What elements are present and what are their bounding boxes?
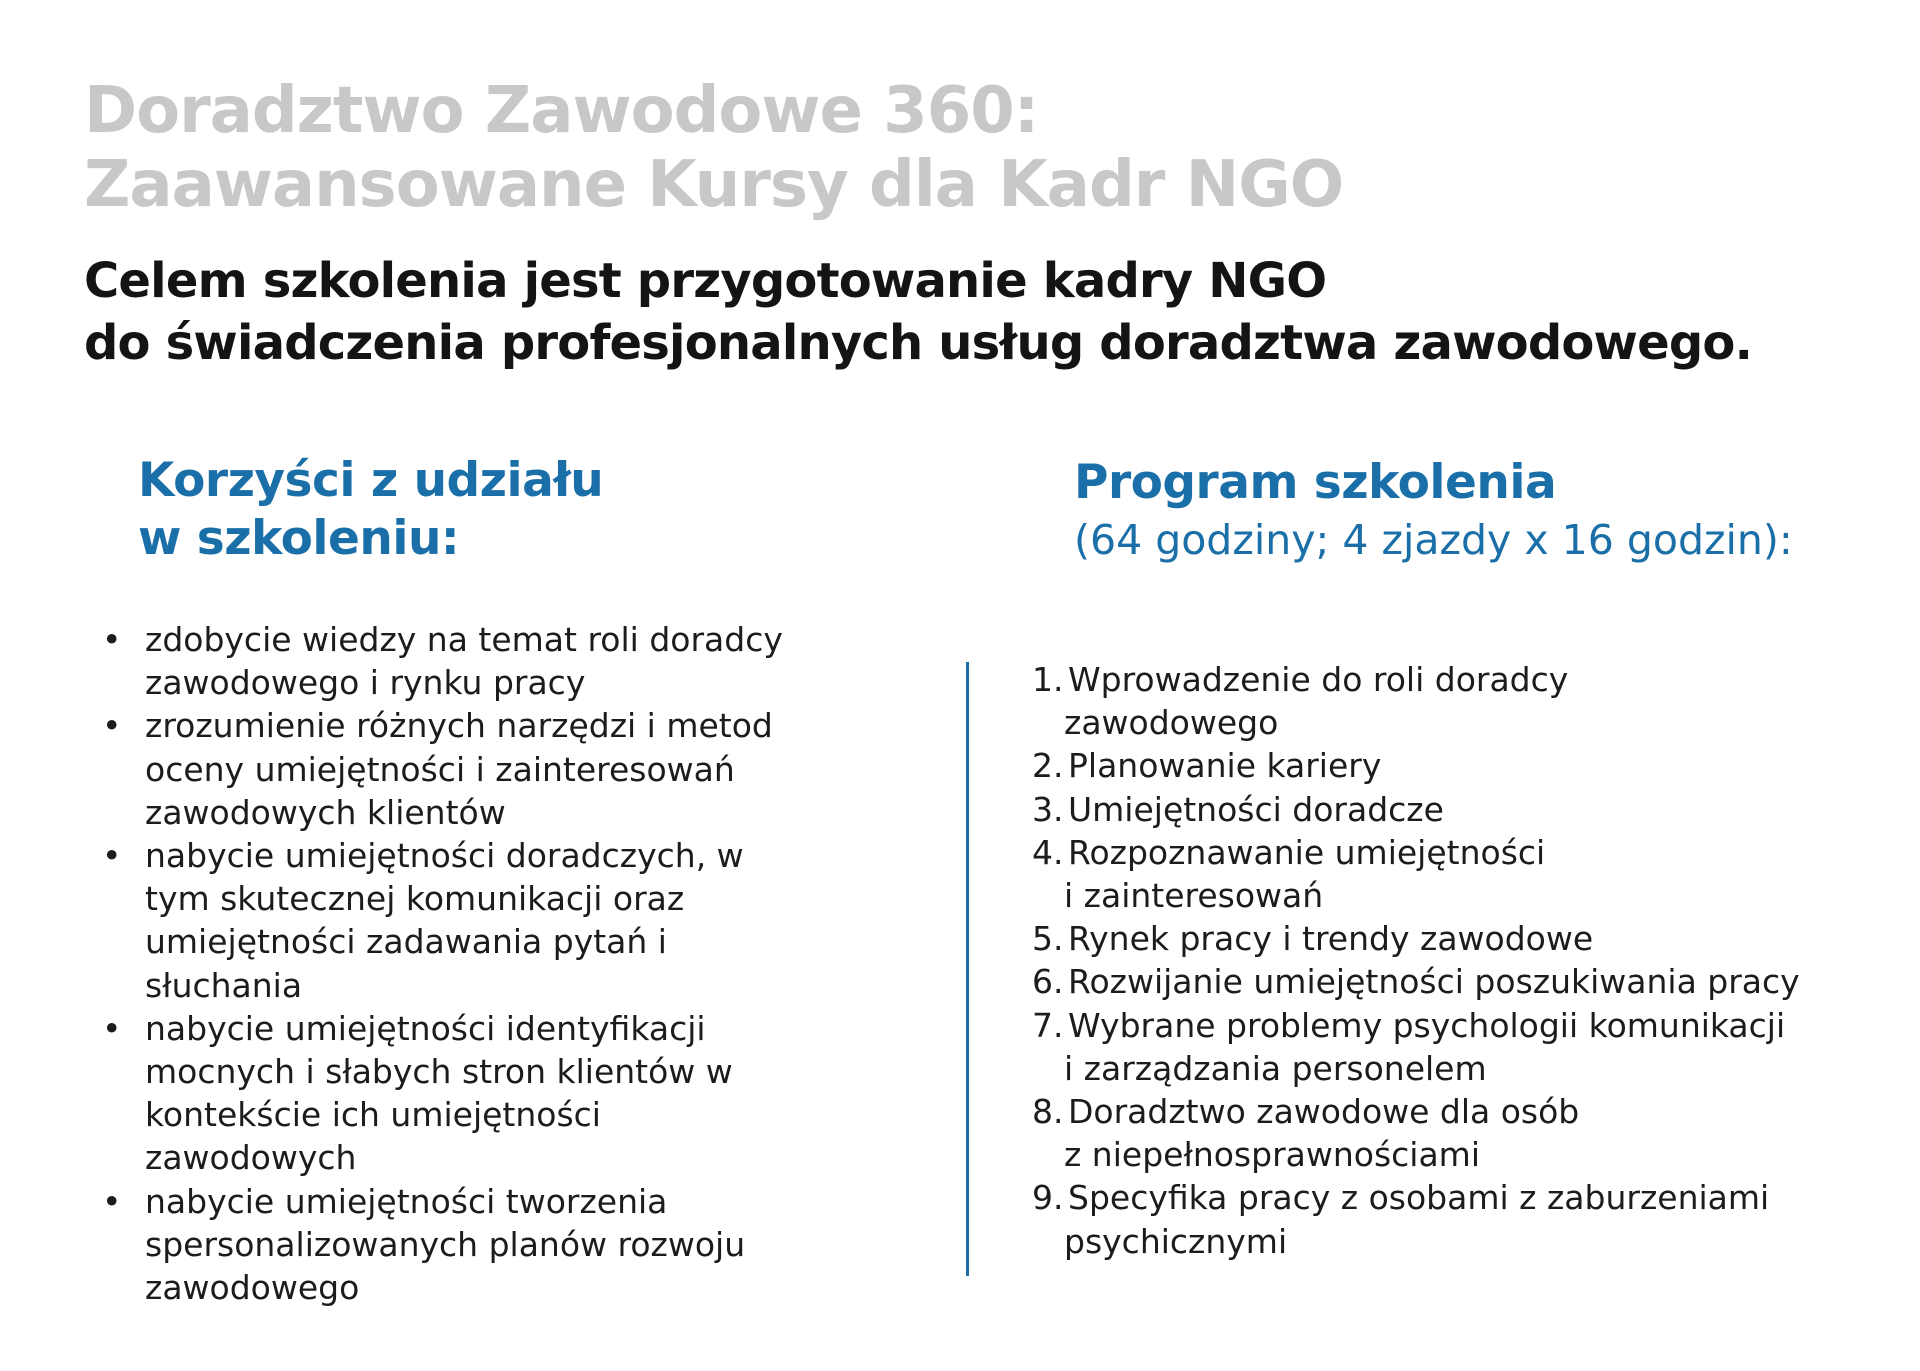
benefit-item-text: słuchania xyxy=(145,965,303,1005)
benefit-item-text: oceny umiejętności i zainteresowań xyxy=(145,749,735,789)
program-item-number: 9. xyxy=(1032,1178,1064,1218)
training-goal xyxy=(84,250,1752,374)
program-item-text: z niepełnosprawnościami xyxy=(1064,1135,1480,1175)
benefit-item-text: nabycie umiejętności identyfikacji xyxy=(145,1008,706,1048)
benefit-item-text: nabycie umiejętności doradczych, w xyxy=(145,836,744,876)
program-list xyxy=(0,658,1800,1263)
program-item-number: 7. xyxy=(1032,1005,1064,1045)
program-item-text: i zainteresowań xyxy=(1064,876,1324,916)
benefit-item-text: zrozumienie różnych narzędzi i metod xyxy=(145,706,773,746)
page-title-line-2: Zaawansowane Kursy dla Kadr NGO xyxy=(84,148,1344,222)
program-item-text: Planowanie kariery xyxy=(1068,746,1382,786)
program-item xyxy=(0,1004,1800,1090)
benefit-item-text: nabycie umiejętności tworzenia xyxy=(145,1181,668,1221)
program-subheading: (64 godziny; 4 zjazdy x 16 godzin): xyxy=(1074,516,1793,564)
program-item-text: Wprowadzenie do roli doradcy xyxy=(1068,660,1569,699)
benefit-item-text: mocnych i słabych stron klientów w xyxy=(145,1052,733,1092)
training-goal-line-1: Celem szkolenia jest przygotowanie kadry NGO xyxy=(84,253,1327,309)
benefit-item-text: zawodowych xyxy=(145,1138,357,1178)
bullet-icon: • xyxy=(102,836,122,876)
program-item-text: Rynek pracy i trendy zawodowe xyxy=(1068,919,1594,959)
program-item xyxy=(0,960,1800,1003)
program-item xyxy=(0,788,1800,831)
program-item xyxy=(0,1090,1800,1176)
program-item-number: 6. xyxy=(1032,962,1064,1002)
benefit-item-text: kontekście ich umiejętności xyxy=(145,1095,601,1135)
program-heading: Program szkolenia xyxy=(1074,455,1557,510)
program-item xyxy=(0,917,1800,960)
benefit-item-text: tym skutecznej komunikacji oraz xyxy=(145,879,685,919)
page-title-line-1: Doradztwo Zawodowe 360: xyxy=(84,74,1039,148)
program-item-text: Wybrane problemy psychologii komunikacji xyxy=(1068,1005,1786,1045)
program-item-text: i zarządzania personelem xyxy=(1064,1048,1487,1088)
program-item-number: 3. xyxy=(1032,789,1064,829)
page-title xyxy=(84,74,1343,222)
bullet-icon: • xyxy=(102,620,122,659)
benefit-item-text: zawodowego i rynku pracy xyxy=(145,663,586,703)
program-item-text: Umiejętności doradcze xyxy=(1068,789,1444,829)
training-goal-line-2: do świadczenia profesjonalnych usług doradztwa zawodowego. xyxy=(84,315,1753,371)
program-item-number: 8. xyxy=(1032,1092,1064,1132)
program-item xyxy=(0,831,1800,917)
program-item xyxy=(0,744,1800,787)
benefit-item-text: zawodowego xyxy=(145,1268,360,1308)
benefits-heading-line-2: w szkoleniu: xyxy=(138,511,460,566)
program-item-number: 2. xyxy=(1032,746,1064,786)
program-item-number: 1. xyxy=(1032,660,1064,699)
program-item xyxy=(0,1176,1800,1262)
program-item-number: 5. xyxy=(1032,919,1064,959)
bullet-icon: • xyxy=(102,1181,122,1221)
program-item-number: 4. xyxy=(1032,832,1064,872)
benefit-item-text: spersonalizowanych planów rozwoju xyxy=(145,1224,746,1264)
benefits-heading-line-1: Korzyści z udziału xyxy=(138,453,604,508)
program-item-text: zawodowego xyxy=(1064,703,1279,743)
program-item-text: Specyfika pracy z osobami z zaburzeniami xyxy=(1068,1178,1770,1218)
bullet-icon: • xyxy=(102,706,122,746)
program-item-text: psychicznymi xyxy=(1064,1221,1288,1261)
benefit-item-text: zdobycie wiedzy na temat roli doradcy xyxy=(145,620,783,659)
program-item-text: Rozwijanie umiejętności poszukiwania pracy xyxy=(1068,962,1800,1002)
bullet-icon: • xyxy=(102,1008,122,1048)
program-item-text: Rozpoznawanie umiejętności xyxy=(1068,832,1546,872)
benefit-item-text: zawodowych klientów xyxy=(145,792,506,832)
program-item xyxy=(0,658,1800,744)
program-item-text: Doradztwo zawodowe dla osób xyxy=(1068,1092,1580,1132)
benefit-item-text: umiejętności zadawania pytań i xyxy=(145,922,667,962)
benefits-heading xyxy=(138,452,603,568)
